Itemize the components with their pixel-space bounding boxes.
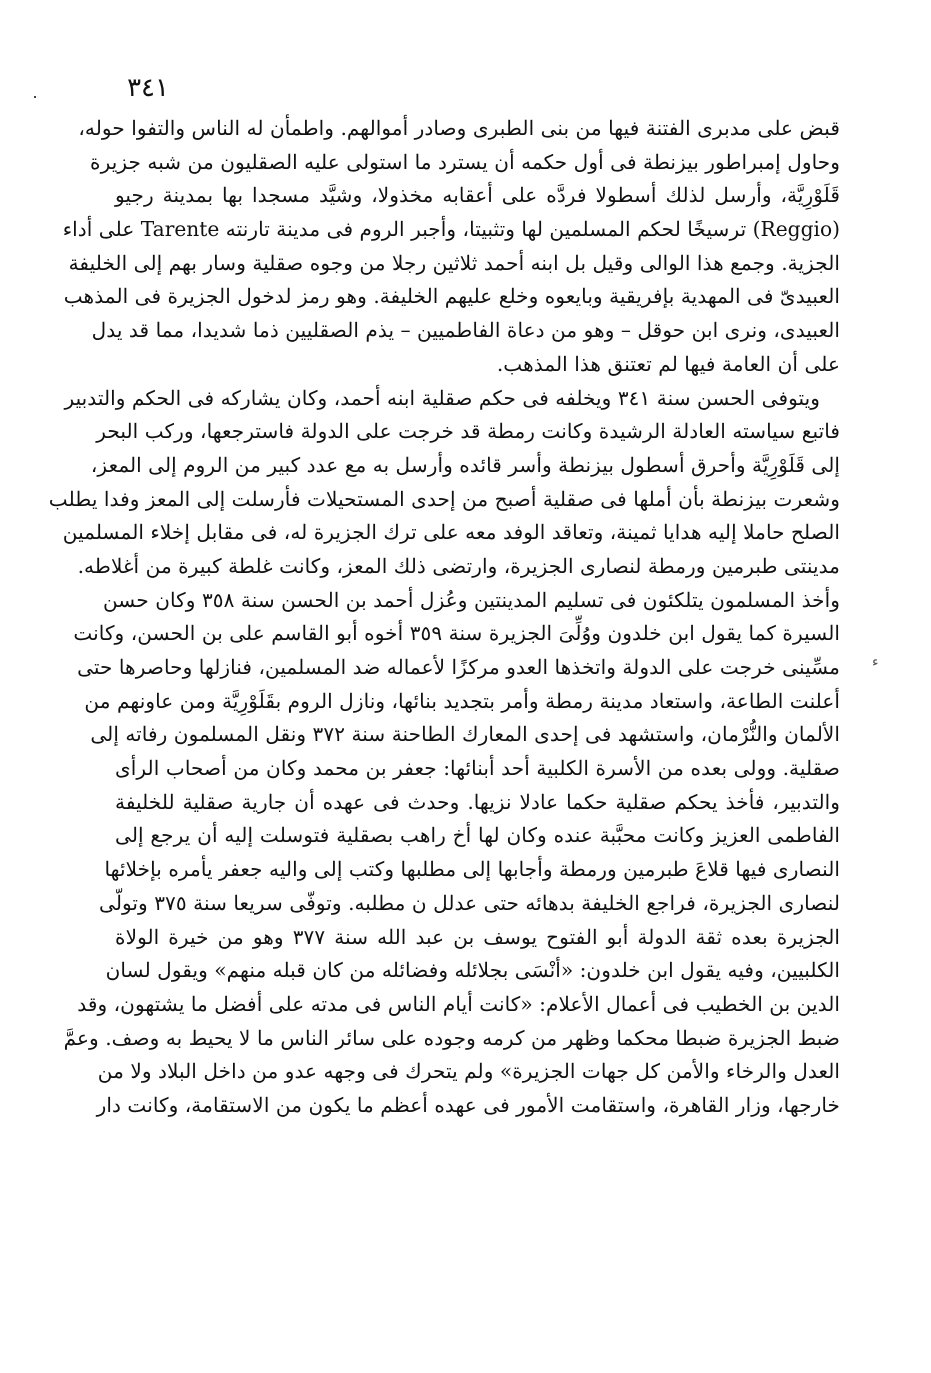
page-number: ٣٤١ (127, 73, 169, 103)
text-line: الفاطمى العزيز وكانت محبَّبة عنده وكان لها أخ راهب بصقلية فتوسلت إليه أن يرجع إلى (115, 823, 840, 848)
text-line: الصلح حاملا إليه هدايا ثمينة، وتعاقد الوفد معه على ترك الجزيرة له، فى مقابل إخلاء المسلمين (62, 520, 840, 545)
text-line: العدل والرخاء والأمن كل جهات الجزيرة» ولم يتحرك فى وجهه عدو من داخل البلاد ولا من (97, 1059, 840, 1084)
text-line: وحاول إمبراطور بيزنطة فى أول حكمه أن يسترد ما استولى عليه الصقليون من شبه جزيرة (90, 149, 840, 174)
text-line: إلى قَلَوْرِيَّة وأحرق أسطول بيزنطة وأسر قائده وأرسل به مع عدد كبير من الروم إلى المعز، (90, 452, 840, 477)
text-line: الدين بن الخطيب فى أعمال الأعلام: «كانت أيام الناس فى مدته على أفضل ما يشتهون، وقد (77, 991, 840, 1016)
text-line: صقلية. وولى بعده من الأسرة الكلبية أحد أبنائها: جعفر بن محمد وكان من أصحاب الرأى (115, 756, 840, 781)
text-line: والتدبير، فأخذ يحكم صقلية حكما عادلا نزيها. وحدث فى عهده أن جارية صقلية للخليفة (115, 789, 840, 814)
text-line: مدينتى طبرمين ورمطة لنصارى الجزيرة، وارتضى ذلك المعز، وكانت غلطة كبيرة من أغلاطه. (77, 553, 840, 578)
text-line: الجزيرة بعده ثقة الدولة أبو الفتوح يوسف بن عبد الله سنة ٣٧٧ وهو من خيرة الولاة (115, 924, 841, 949)
text-line: (Reggio) ترسيخًا لحكم المسلمين لها وتثبيتا، وأجبر الروم فى مدينة تارنته Tarente على أداء (62, 217, 840, 242)
text-line: العبيدى، ونرى ابن حوقل – وهو من دعاة الفاطميين – يذم الصقليين ذما شديدا، مما قد يدل (91, 318, 840, 343)
text-line: وأخذ المسلمون يتلكئون فى تسليم المدينتين وعُزل أحمد بن الحسن سنة ٣٥٨ وكان حسن (102, 587, 840, 612)
text-line: فاتبع سياسته العادلة الرشيدة وكانت رمطة قد خرجت على الدولة فاسترجعها، وركب البحر (96, 419, 840, 444)
text-line: خارجها، وزار القاهرة، واستقامت الأمور فى عهده أعظم ما يكون من الاستقامة، وكانت دار (96, 1092, 840, 1117)
text-line: قبض على مدبرى الفتنة فيها من بنى الطبرى وصادر أموالهم. واطمأن له الناس والتفوا حوله، (78, 116, 840, 140)
text-line: السيرة كما يقول ابن خلدون ووُلِّىَ الجزيرة سنة ٣٥٩ أخوه أبو القاسم على بن الحسن، وكانت (73, 621, 840, 646)
text-line: العبيدىّ فى المهدية بإفريقية وبايعوه وخلع عليهم الخليفة. وهو رمز لدخول الجزيرة فى المذهب (63, 284, 840, 309)
body-text (48, 112, 841, 1123)
text-line: قَلَوْرِيَّة، وأرسل لذلك أسطولا فردَّه على أعقابه مخذولا، وشيَّد مسجدا بها بمدينة رجيو (115, 183, 840, 208)
text-line: على أن العامة فيها لم تعتنق هذا المذهب. (496, 351, 840, 376)
text-line: وشعرت بيزنطة بأن أملها فى صقلية أصبح من إحدى المستحيلات فأرسلت إلى المعز وفدا يطلب (48, 486, 840, 511)
text-line: مسِّينى خرجت على الدولة واتخذها العدو مركزًا لأعماله ضد المسلمين، فنازلها وحاصرها حتى (77, 655, 840, 679)
text-line: الجزية. وجمع هذا الوالى وقيل بل ابنه أحمد ثلاثين رجلا من وجوه صقلية وسار بهم إلى الخليفة (68, 250, 840, 275)
text-line: الكلبيين، وفيه يقول ابن خلدون: «أنْسَى بجلائله وفضائله من كان قبله منهم» ويقول لسان (105, 958, 840, 983)
text-line: لنصارى الجزيرة، فراجع الخليفة بدهائه حتى عدلل ن مطلبه. وتوفّى سريعا سنة ٣٧٥ وتولّى (99, 890, 840, 915)
text-line: أعلنت الطاعة، واستعاد مدينة رمطة وأمر بتجديد بنائها، ونازل الروم بقَلَوْرِيَّة ومن عاونهم من (84, 688, 840, 713)
text-line: النصارى فيها قلاعَ طبرمين ورمطة وأجابها إلى مطلبها وكتب إلى واليه جعفر يأمره بإخلائها (104, 857, 840, 882)
margin-mark: ء (872, 654, 879, 670)
text-line: ضبط الجزيرة ضبطا محكما وظهر من كرمه وجوده على سائر الناس ما لا يحيط به وصف. وعمَّ (63, 1025, 840, 1050)
text-line: الألمان والنُّرْمان، واستشهد فى إحدى المعارك الطاحنة سنة ٣٧٢ ونقل المسلمون رفاته إلى (90, 722, 840, 747)
scan-speck (34, 96, 36, 98)
paragraph-start-line: ويتوفى الحسن سنة ٣٤١ ويخلفه فى حكم صقلية ابنه أحمد، وكان يشاركه فى الحكم والتدبير (64, 385, 820, 410)
